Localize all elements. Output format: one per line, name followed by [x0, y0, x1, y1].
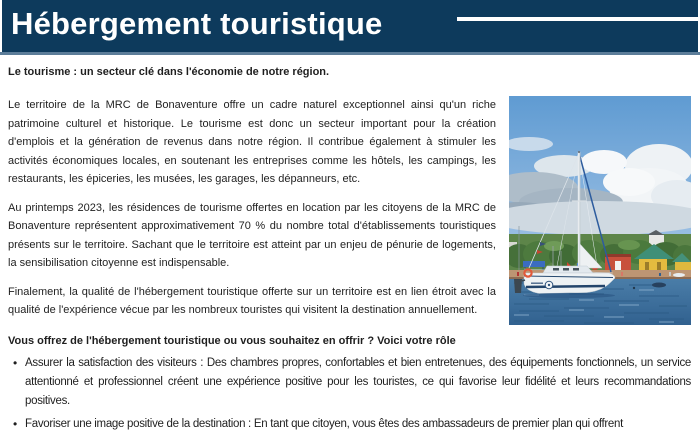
intro-heading: Le tourisme : un secteur clé dans l'économie de notre région.	[8, 66, 330, 78]
sailboat-photo	[509, 96, 691, 325]
paragraph-1: Le territoire de la MRC de Bonaventure offre un cadre naturel exceptionnel ainsi qu'un riche patrimoine culturel et historique. Le tourisme est donc un secteur important pour la création d'emplois et la génération de revenus dans notre région. Il contribue également à stimuler les activités économiques locales, en soutenant les entreprises comme les hôtels, les campings, les restaurants, les épiceries, les musées, les garages, les dépanneurs, etc.	[8, 99, 496, 185]
paragraph-2: Au printemps 2023, les résidences de tourisme offertes en location par les citoyens de la MRC de Bonaventure représentent approximativement 70 % du nombre total d'établissements touristiques présents sur le territoire. Sachant que le territoire est atteint par un enjeu de pénurie de logements, la sensibilisation citoyenne est indispensable.	[8, 201, 496, 269]
role-list	[8, 354, 691, 434]
list-item-image-positive: • Favoriser une image positive de la destination : En tant que citoyen, vous êtes des ambassadeurs de premier plan qui offrent	[8, 415, 691, 434]
sailboat-photo-illustration	[509, 96, 691, 325]
role-heading: Vous offrez de l'hébergement touristique ou vous souhaitez en offrir ? Voici votre rôle	[8, 334, 456, 347]
page-title: Hébergement touristique	[11, 6, 383, 41]
banner-border	[0, 52, 700, 55]
title-banner	[2, 0, 698, 52]
list-item-satisfaction: • Assurer la satisfaction des visiteurs : Des chambres propres, confortables et bien entretenues, des équipements fonctionnels, un service attentionné et professionnel créent une expérience positive pour les touristes, ce qui favorise leur fidélité et leurs recommandations positives.	[8, 354, 691, 411]
decorative-rule	[457, 17, 698, 21]
content-area	[0, 63, 700, 434]
paragraph-3: Finalement, la qualité de l'hébergement touristique offerte sur un territoire est en lien étroit avec la qualité de l'expérience vécue par les nombreux touristes qui visitent la destination annuellement.	[8, 285, 496, 316]
